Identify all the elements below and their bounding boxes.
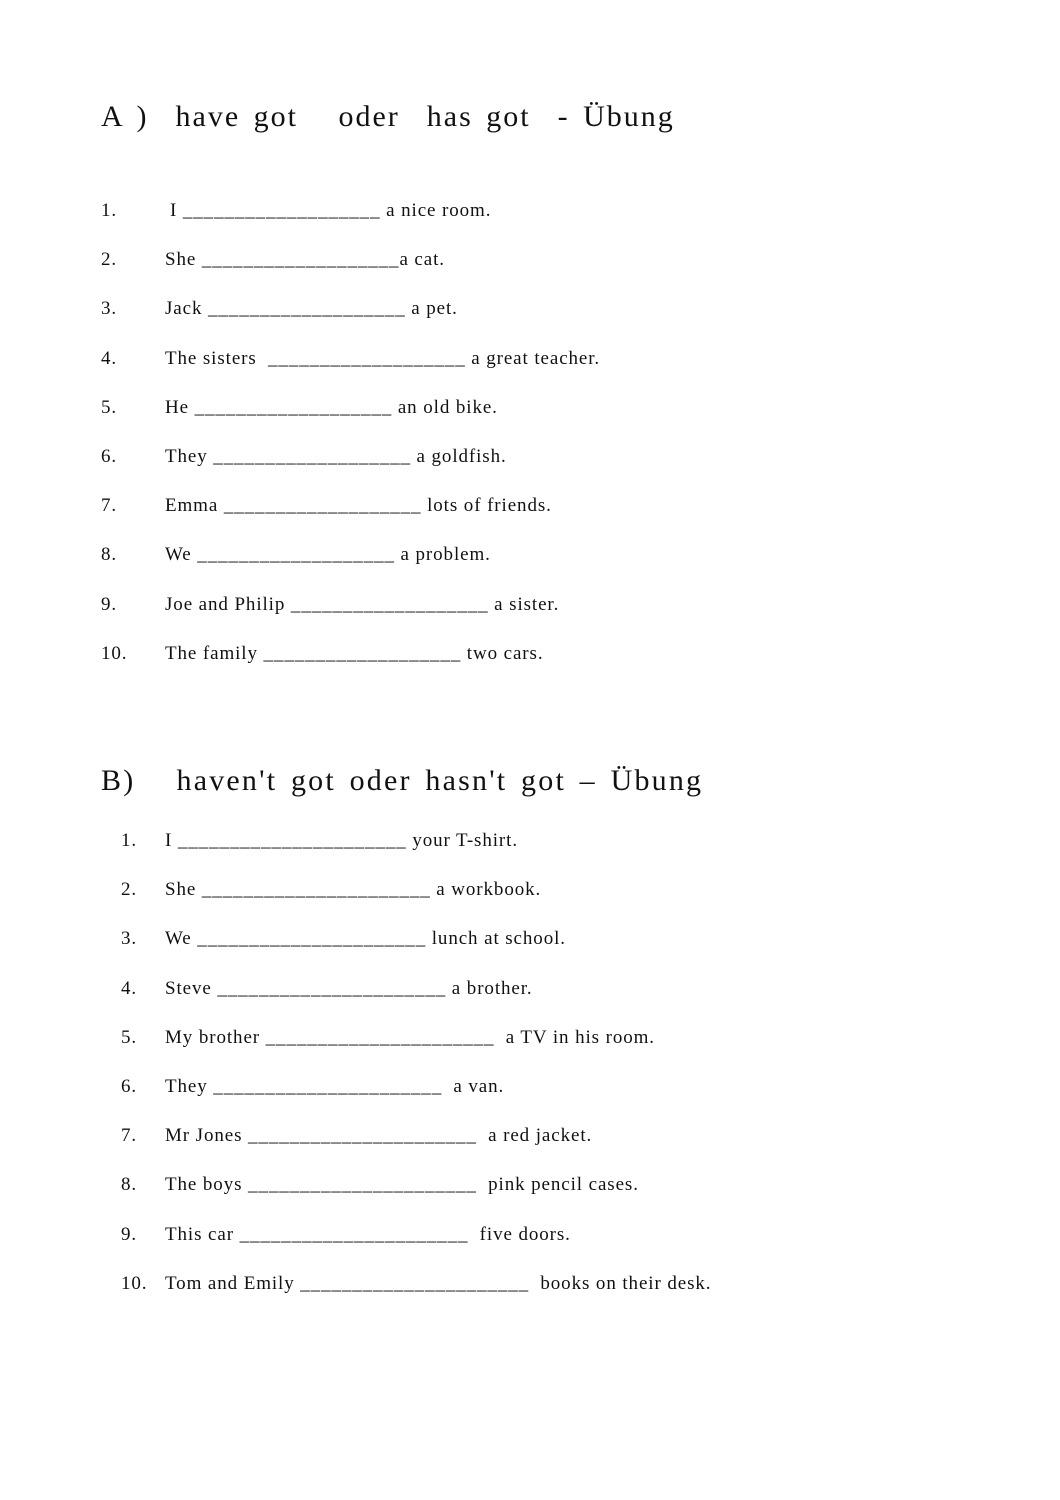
item-number: 6. bbox=[101, 445, 118, 467]
fill-in-sentence: The boys ______________________ pink pencil cases. bbox=[165, 1174, 639, 1196]
item-number: 4. bbox=[101, 347, 118, 369]
item-number: 10. bbox=[101, 642, 128, 664]
fill-in-sentence: Mr Jones ______________________ a red jacket. bbox=[165, 1125, 593, 1147]
fill-in-sentence: Joe and Philip ___________________ a sister. bbox=[165, 593, 560, 615]
fill-in-sentence: Jack ___________________ a pet. bbox=[165, 298, 458, 320]
fill-in-sentence: I ______________________ your T-shirt. bbox=[165, 830, 518, 851]
item-number: 8. bbox=[101, 544, 118, 566]
fill-in-sentence: She ___________________a cat. bbox=[165, 249, 445, 271]
item-number: 8. bbox=[121, 1174, 138, 1196]
item-number: 5. bbox=[121, 1026, 138, 1048]
item-number: 1. bbox=[101, 200, 118, 221]
item-number: 4. bbox=[121, 977, 138, 999]
fill-in-sentence: My brother ______________________ a TV in his room. bbox=[165, 1026, 655, 1048]
fill-in-sentence: They ______________________ a van. bbox=[165, 1075, 505, 1097]
item-number: 7. bbox=[121, 1125, 138, 1147]
item-number: 10. bbox=[121, 1272, 148, 1294]
item-number: 5. bbox=[101, 396, 118, 418]
item-number: 2. bbox=[121, 879, 138, 901]
section-a-title: A ) have got oder has got - Übung bbox=[101, 100, 675, 133]
item-number: 6. bbox=[121, 1075, 138, 1097]
item-number: 9. bbox=[121, 1223, 138, 1245]
fill-in-sentence: The family ___________________ two cars. bbox=[165, 642, 544, 664]
fill-in-sentence: This car ______________________ five doors. bbox=[165, 1223, 571, 1245]
item-number: 1. bbox=[121, 830, 138, 851]
item-number: 3. bbox=[121, 928, 138, 950]
fill-in-sentence: Steve ______________________ a brother. bbox=[165, 977, 533, 999]
item-number: 9. bbox=[101, 593, 118, 615]
item-number: 7. bbox=[101, 495, 118, 517]
fill-in-sentence: Emma ___________________ lots of friends. bbox=[165, 495, 552, 517]
fill-in-sentence: The sisters ___________________ a great teacher. bbox=[165, 347, 601, 369]
fill-in-sentence: We ______________________ lunch at school. bbox=[165, 928, 566, 950]
fill-in-sentence: She ______________________ a workbook. bbox=[165, 879, 542, 901]
item-number: 2. bbox=[101, 249, 118, 271]
fill-in-sentence: They ___________________ a goldfish. bbox=[165, 445, 507, 467]
item-number: 3. bbox=[101, 298, 118, 320]
fill-in-sentence: We ___________________ a problem. bbox=[165, 544, 491, 566]
fill-in-sentence: I ___________________ a nice room. bbox=[170, 200, 492, 221]
fill-in-sentence: Tom and Emily ______________________ books on their desk. bbox=[165, 1272, 712, 1294]
section-b-title: B) haven't got oder hasn't got – Übung bbox=[101, 764, 704, 797]
fill-in-sentence: He ___________________ an old bike. bbox=[165, 396, 498, 418]
